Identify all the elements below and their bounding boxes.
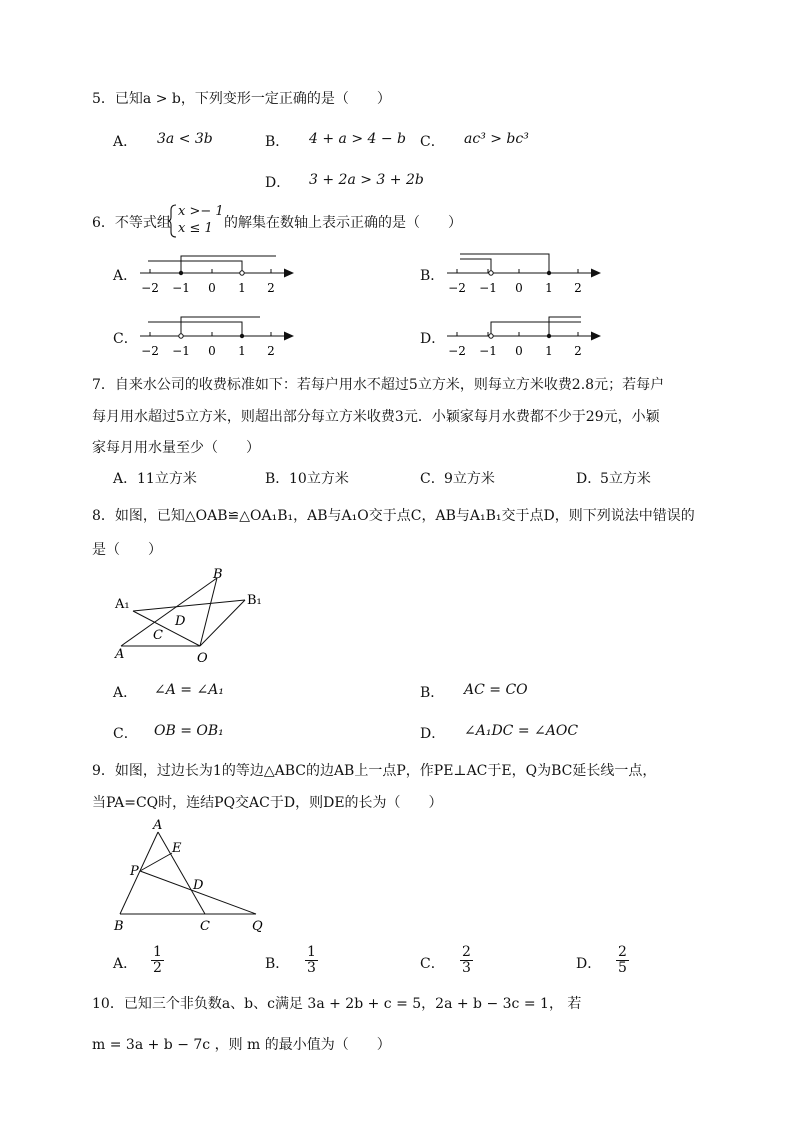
q8-option-a-letter: A． [113,685,138,701]
numerator: 2 [618,944,627,960]
denominator: 3 [307,960,316,976]
q6c-tick: −2 [141,344,159,358]
q6b-tick: 2 [574,281,582,295]
q9-label-b: B [114,919,124,934]
q6-option-b-letter: B． [420,268,445,284]
q7-line2: 每月用水超过5立方米，则超出部分每立方米收费3元．小颖家每月水费都不少于29元，小颖 [92,409,660,425]
q6a-tick: −2 [141,281,159,295]
q9-option-a-fraction [151,945,164,976]
q6b-tick: −2 [448,281,466,295]
q9-option-c-letter: C． [420,956,445,972]
q6d-tick: −1 [479,344,497,358]
q8-label-a1: A₁ [115,597,130,612]
q9-option-c-fraction [460,945,473,976]
q8-option-c: OB = OB₁ [154,723,224,739]
q9-option-a-letter: A． [113,956,138,972]
q9-label-a: A [153,818,163,833]
q8-label-c: C [153,628,163,643]
q8-option-d-letter: D． [420,726,446,742]
q9-option-b-fraction [305,945,318,976]
q6-number-line-b [443,250,613,302]
q6-stem-prefix: 6．不等式组 [92,215,171,231]
q6a-tick: −1 [172,281,190,295]
q6-number-line-a [136,250,306,302]
q10-line2: m = 3a + b − 7c ，则 m 的最小值为（ ） [92,1037,391,1053]
q9-option-d-letter: D． [576,956,602,972]
denominator: 5 [618,960,627,976]
q9-label-q: Q [252,919,263,934]
q6-stem-suffix: 的解集在数轴上表示正确的是（ ） [224,215,462,231]
q6-system-line1: x >− 1 [178,204,224,219]
q6d-tick: −2 [448,344,466,358]
q7-option-c: 9立方米 [444,471,495,487]
q6d-tick: 1 [545,344,553,358]
q6d-tick: 2 [574,344,582,358]
q6-system-line2: x ≤ 1 [178,221,213,236]
q8-congruent-triangles-figure [105,566,270,670]
denominator: 2 [153,960,162,976]
q8-line2: 是（ ） [92,542,162,558]
q9-option-b-letter: B． [265,956,290,972]
q6a-tick: 1 [238,281,246,295]
q5-option-d-letter: D． [265,175,291,191]
q7-option-d: 5立方米 [600,471,651,487]
q6-number-line-c [136,313,306,365]
q5-option-a-letter: A． [113,134,138,150]
q5-option-a: 3a < 3b [157,131,213,147]
q6b-tick: 0 [515,281,523,295]
q8-label-a: A [115,647,125,662]
q9-line1: 9．如图，过边长为1的等边△ABC的边AB上一点P，作PE⊥AC于E，Q为BC延长线一点， [92,763,657,779]
q6c-tick: 0 [208,344,216,358]
q9-label-d: D [193,878,204,893]
q6-number-line-d [443,313,613,365]
q8-option-b: AC = CO [464,682,528,698]
q6b-tick: −1 [479,281,497,295]
q8-label-b1: B₁ [247,593,262,608]
q9-option-d-fraction [616,945,629,976]
q8-label-o: O [197,651,208,666]
q7-option-d-letter: D． [576,471,602,487]
q6-brace-icon [168,204,178,238]
q6a-tick: 2 [267,281,275,295]
q8-label-b: B [213,567,223,582]
q6b-tick: 1 [545,281,553,295]
q7-option-c-letter: C． [420,471,445,487]
numerator: 2 [462,944,471,960]
q10-line1: 10．已知三个非负数a、b、c满足 3a + 2b + c = 5，2a + b − 3c = 1， 若 [92,996,582,1012]
numerator: 1 [307,944,316,960]
q6c-tick: 2 [267,344,275,358]
q6-option-c-letter: C． [113,331,138,347]
q6d-tick: 0 [515,344,523,358]
q5-option-b-letter: B． [265,134,290,150]
q8-line1: 8．如图，已知△OAB≌△OA₁B₁，AB与A₁O交于点C，AB与A₁B₁交于点D，则下列说法中错误的 [92,508,695,524]
q5-option-d: 3 + 2a > 3 + 2b [309,172,424,188]
q6a-tick: 0 [208,281,216,295]
q9-label-p: P [130,864,139,879]
q8-option-a: ∠A = ∠A₁ [154,682,224,698]
q6-option-d-letter: D． [420,331,446,347]
q5-option-c: ac³ > bc³ [464,131,529,147]
q9-label-e: E [172,841,182,856]
q7-option-b: 10立方米 [289,471,349,487]
q7-line1: 7．自来水公司的收费标准如下：若每户用水不超过5立方米，则每立方米收费2.8元；若每户 [92,377,665,393]
denominator: 3 [462,960,471,976]
q5-option-b: 4 + a > 4 − b [309,131,407,147]
q5-stem: 5．已知a > b，下列变形一定正确的是（ ） [92,91,391,107]
q8-label-d: D [175,614,186,629]
q8-option-b-letter: B． [420,685,445,701]
q9-line2: 当PA=CQ时，连结PQ交AC于D，则DE的长为（ ） [92,795,443,811]
q6-option-a-letter: A． [113,268,138,284]
q5-option-c-letter: C． [420,134,445,150]
q9-label-c: C [200,919,210,934]
q6c-tick: 1 [238,344,246,358]
q7-option-b-letter: B． [265,471,290,487]
q9-equilateral-triangle-figure [108,818,273,936]
q6c-tick: −1 [172,344,190,358]
q8-option-d: ∠A₁DC = ∠AOC [464,723,579,739]
numerator: 1 [153,944,162,960]
q7-option-a-letter: A． [113,471,138,487]
q7-line3: 家每月用水量至少（ ） [92,440,260,456]
q8-option-c-letter: C． [113,726,138,742]
q7-option-a: 11立方米 [137,471,197,487]
